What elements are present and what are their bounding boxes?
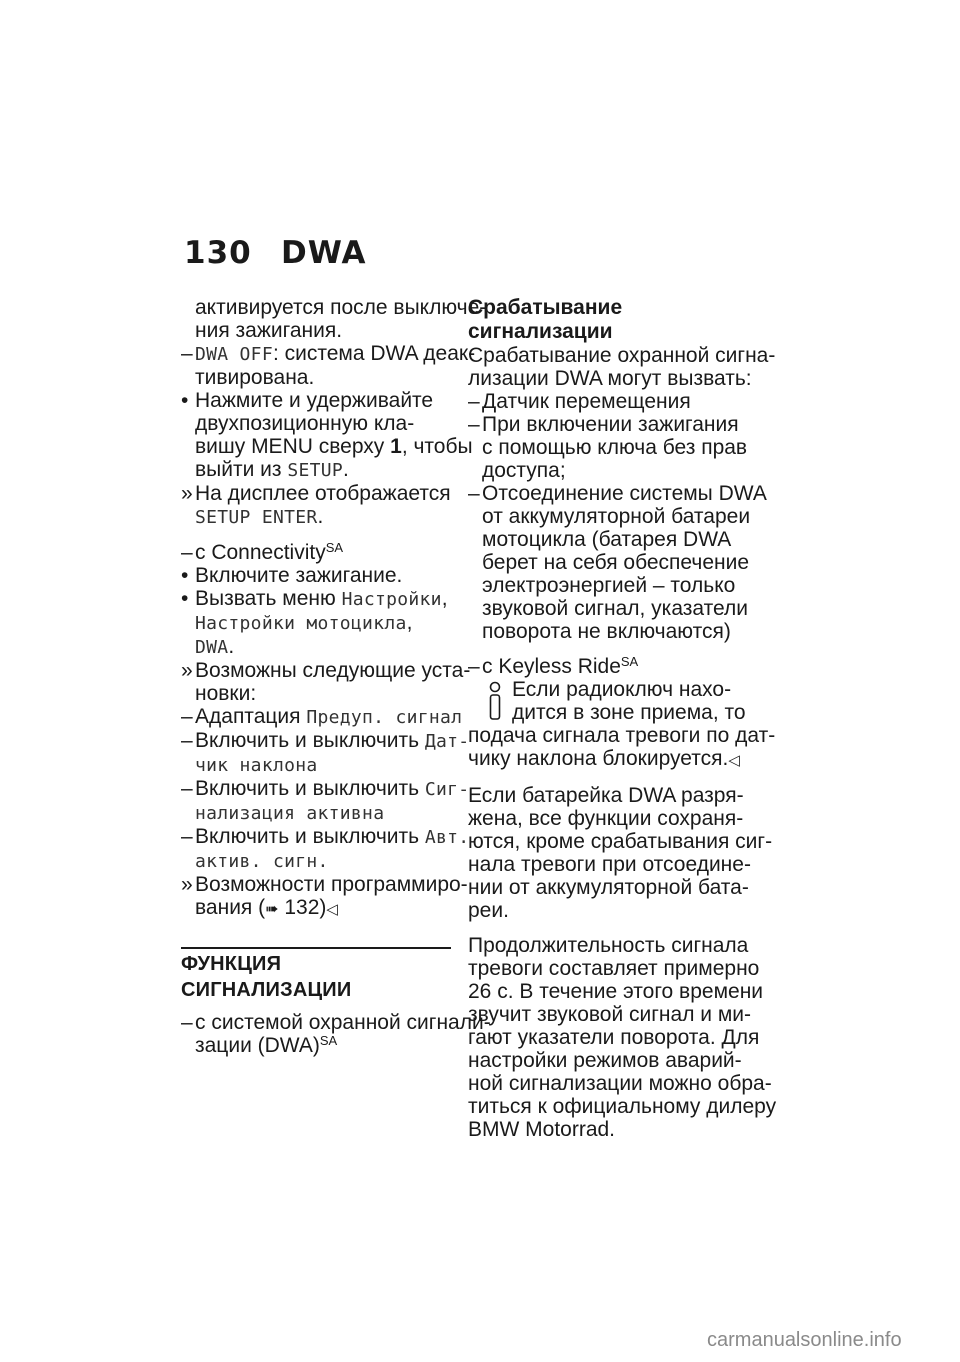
watermark: carmanualsonline.info [707,1329,902,1351]
text: , [406,611,413,634]
text: Нажмите и удерживайте [195,389,434,412]
text-line [181,435,473,458]
text-line: мотоцикла (батарея DWA [482,528,732,551]
bullet-marker: • [181,564,189,587]
text-line: 26 с. В течение этого времени [468,980,764,1003]
dash-marker: – [181,705,193,728]
display-code: Предуп. сигнал [306,707,463,728]
display-code: Дат- [424,731,470,752]
dash-item [181,1011,491,1034]
page-number: 130 [184,235,252,271]
text: вания ( [195,896,266,919]
result-item [181,659,471,682]
text: , чтобы [401,435,473,458]
text: вишу MENU сверху [195,435,391,458]
text-line: нала тревоги при отсоедине- [468,853,751,876]
text-line [181,458,451,482]
text-line: BMW Motorrad. [468,1118,616,1141]
dash-item [181,777,470,801]
dash-marker: – [468,390,480,413]
text-line: доступа; [482,459,566,482]
text-line: ются, кроме срабатывания сиг- [468,830,773,853]
text: . [343,458,349,481]
dash-item [181,541,451,564]
text-line: тревоги составляет примерно [468,957,760,980]
text-line [181,801,451,825]
right-column [468,296,777,1141]
text-line: лизации DWA могут вызвать: [468,367,752,390]
result-item [181,482,451,505]
bullet-item [181,564,451,587]
result-marker: » [181,482,193,505]
text-line: жена, все функции сохраня- [468,807,744,830]
sa-superscript: SA [319,1033,338,1048]
text: выйти из [195,458,288,481]
text-line: настройки режимов аварий- [468,1049,742,1072]
text-line [181,849,451,873]
note-line [468,747,738,772]
text-line: ния зажигания. [195,319,343,342]
text: зации (DWA) [195,1034,320,1057]
dash-item [181,342,476,366]
text-line: новки: [195,682,257,705]
dash-item [181,729,470,753]
dash-item [181,705,463,729]
text: Включить и выключить [195,729,425,752]
arrow-icon[interactable]: ➠ [265,901,279,918]
bullet-item [181,587,451,611]
text-line: активируется после выключе- [195,296,487,319]
dash-marker: – [468,655,480,678]
dash-item [468,655,738,678]
text: Возможности программиро- [195,873,468,896]
sa-superscript: SA [620,654,639,669]
sa-superscript: SA [325,540,344,555]
section-heading-text: ФУНКЦИЯ СИГНАЛИЗАЦИИ [181,953,352,1001]
text-line: от аккумуляторной батареи [482,505,751,528]
dash-marker: – [181,825,193,848]
dash-marker: – [181,1011,193,1034]
text-line: звуковой сигнал, указатели [482,597,748,620]
display-code: SETUP [287,460,344,481]
text-line: Срабатывание охранной сигна- [468,344,776,367]
page-reference[interactable]: 132) [278,896,327,919]
display-code: DWA [195,637,229,658]
text: . [228,635,235,658]
text-line [181,1034,451,1057]
section-heading [181,947,451,1003]
section-title: DWA [281,235,367,271]
text-line: Если батарейка DWA разря- [468,784,744,807]
text-line: поворота не включаются) [482,620,731,643]
text: . [317,505,324,528]
bullet-marker: • [181,587,189,610]
text-line: Продолжительность сигнала [468,934,749,957]
dash-marker: – [468,482,480,505]
dash-marker: – [181,777,193,800]
info-note [468,678,776,772]
text-line: реи. [468,899,509,922]
text-line: с помощью ключа без прав [482,436,748,459]
text: На дисплее отображается [195,482,451,505]
text-line [181,505,451,529]
dash-item [468,390,738,413]
dash-item [468,482,767,505]
text-line [181,611,451,635]
text-line [181,635,451,659]
display-code: Сиг- [424,779,470,800]
text-line: ной сигнализации можно обра- [468,1072,772,1095]
display-code: Авт. [424,827,470,848]
dash-marker: – [181,729,193,752]
end-mark-icon: ◁ [728,752,740,769]
text-line: звучит звуковой сигнал и ми- [468,1003,752,1026]
text: с Connectivity [195,541,326,564]
bullet-marker: • [181,389,189,412]
text-line: берет на себя обеспечение [482,551,750,574]
text: Вызвать меню [195,587,342,610]
display-code: DWA OFF [195,344,273,365]
dash-item [181,825,470,849]
text: Датчик перемещения [482,390,691,413]
dash-marker: – [181,342,193,365]
dash-marker: – [468,413,480,436]
text: , [441,587,448,610]
text-line: титься к официальному дилеру [468,1095,777,1118]
text-line: гают указатели поворота. Для [468,1026,760,1049]
end-mark-icon: ◁ [326,901,338,918]
note-line: дится в зоне приема, то [512,701,746,724]
text: чику наклона блокируется. [468,747,729,770]
text: Включить и выключить [195,777,425,800]
note-line: подача сигнала тревоги по дат- [468,724,776,747]
text: Отсоединение системы DWA [482,482,767,505]
text-line: нии от аккумуляторной бата- [468,876,749,899]
text: При включении зажигания [482,413,739,436]
text-line [181,896,451,921]
bullet-item [181,389,451,412]
text: Включите зажигание. [195,564,403,587]
result-marker: » [181,659,193,682]
display-code: SETUP ENTER [195,507,318,528]
text: Включить и выключить [195,825,425,848]
text: с системой охранной сигнали- [195,1011,491,1034]
display-code: чик наклона [195,755,318,776]
display-code: Настройки [341,589,442,610]
dash-item [468,413,738,436]
display-code: Настройки мотоцикла [195,613,407,634]
text-line: электроэнергией – только [482,574,736,597]
text: : система DWA деак- [272,342,476,365]
result-item [181,873,468,896]
text: с Keyless Ride [482,655,621,678]
text-line: тивирована. [195,366,315,389]
result-marker: » [181,873,193,896]
text-line: двухпозиционную кла- [195,412,415,435]
display-code: нализация активна [195,803,385,824]
display-code: актив. сигн. [195,851,329,872]
dash-marker: – [181,541,193,564]
note-line: Если радиоключ нахо- [512,678,732,701]
button-reference: 1 [390,435,402,458]
subheading: сигнализации [468,320,613,343]
subheading: Срабатывание [468,296,623,319]
text: Возможны следующие уста- [195,659,471,682]
text: Адаптация [195,705,307,728]
text-line [181,753,451,777]
